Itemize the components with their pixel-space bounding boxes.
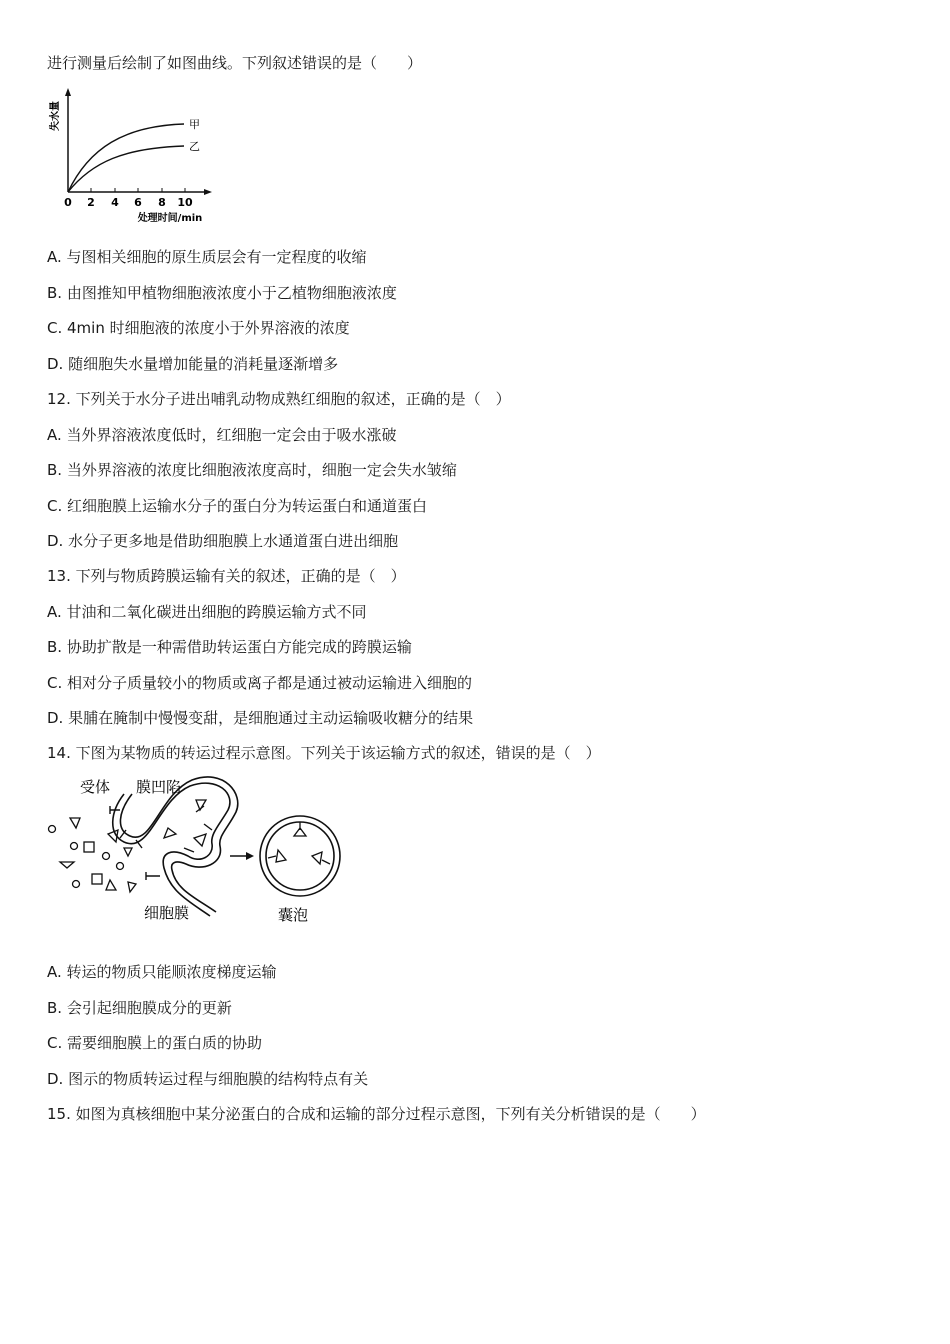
cargo-triangle	[164, 828, 176, 838]
q12-option-c: C. 红细胞膜上运输水分子的蛋白分为转运蛋白和通道蛋白	[47, 497, 428, 515]
q11-option-c: C. 4min 时细胞液的浓度小于外界溶液的浓度	[47, 319, 350, 337]
curve-yi	[68, 146, 184, 192]
particle-square	[92, 874, 102, 884]
particle-circle	[103, 853, 110, 860]
series-label-jia: 甲	[189, 118, 200, 131]
q11-option-d: D. 随细胞失水量增加能量的消耗量逐渐增多	[47, 355, 339, 373]
tick-label: 2	[87, 196, 95, 209]
particle-triangle	[128, 882, 136, 892]
particle-triangle	[70, 818, 80, 828]
q12-stem: 12. 下列关于水分子进出哺乳动物成熟红细胞的叙述，正确的是（ ）	[47, 390, 511, 408]
vesicle-inner	[266, 822, 334, 890]
particle-circle	[71, 843, 78, 850]
label-vesicle: 囊泡	[278, 906, 309, 924]
cell-membrane	[113, 777, 238, 916]
q14-option-c: C. 需要细胞膜上的蛋白质的协助	[47, 1034, 263, 1052]
tick-label: 8	[158, 196, 166, 209]
q11-stem: 进行测量后绘制了如图曲线。下列叙述错误的是（ ）	[47, 54, 423, 72]
particle-circle	[73, 881, 80, 888]
q13-option-b: B. 协助扩散是一种需借助转运蛋白方能完成的跨膜运输	[47, 638, 412, 656]
q12-option-d: D. 水分子更多地是借助细胞膜上水通道蛋白进出细胞	[47, 532, 399, 550]
tick-label: 4	[111, 196, 119, 209]
particle-triangle	[60, 862, 74, 868]
label-cell-membrane: 细胞膜	[144, 904, 190, 922]
q12-option-a: A. 当外界溶液浓度低时，红细胞一定会由于吸水涨破	[47, 426, 397, 444]
cargo-triangle	[108, 830, 118, 842]
q13-option-d: D. 果脯在腌制中慢慢变甜，是细胞通过主动运输吸收糖分的结果	[47, 709, 474, 727]
particle-circle	[49, 826, 56, 833]
q13-option-c: C. 相对分子质量较小的物质或离子都是通过被动运输进入细胞的	[47, 674, 473, 692]
chart-ylabel: 失水量	[50, 101, 61, 131]
q14-option-a: A. 转运的物质只能顺浓度梯度运输	[47, 963, 277, 981]
q13-option-a: A. 甘油和二氧化碳进出细胞的跨膜运输方式不同	[47, 603, 367, 621]
q11-option-b: B. 由图推知甲植物细胞液浓度小于乙植物细胞液浓度	[47, 284, 397, 302]
y-axis-arrow-icon	[65, 88, 71, 96]
q14-option-b: B. 会引起细胞膜成分的更新	[47, 999, 232, 1017]
x-axis-arrow-icon	[204, 189, 212, 195]
q12-option-b: B. 当外界溶液的浓度比细胞液浓度高时，细胞一定会失水皱缩	[47, 461, 457, 479]
series-label-yi: 乙	[189, 140, 200, 153]
q15-stem: 15. 如图为真核细胞中某分泌蛋白的合成和运输的部分过程示意图，下列有关分析错误的是（ ）	[47, 1105, 706, 1123]
particle-triangle	[106, 880, 116, 890]
endocytosis-diagram	[40, 772, 350, 932]
q14-stem: 14. 下图为某物质的转运过程示意图。下列关于该运输方式的叙述，错误的是（ ）	[47, 744, 601, 762]
tick-label: 0	[64, 196, 72, 209]
particle-circle	[117, 863, 124, 870]
arrow-head-icon	[246, 852, 254, 860]
label-receptor: 受体	[80, 778, 111, 796]
cargo-triangle	[196, 800, 206, 810]
q13-stem: 13. 下列与物质跨膜运输有关的叙述，正确的是（ ）	[47, 567, 406, 585]
particle-triangle	[124, 848, 132, 856]
chart-xlabel: 处理时间/min	[137, 213, 203, 224]
q11-option-a: A. 与图相关细胞的原生质层会有一定程度的收缩	[47, 248, 367, 266]
particle-square	[84, 842, 94, 852]
q14-option-d: D. 图示的物质转运过程与细胞膜的结构特点有关	[47, 1070, 369, 1088]
tick-label: 6	[134, 196, 142, 209]
curve-jia	[68, 124, 184, 192]
label-membrane-pit: 膜凹陷	[136, 778, 182, 796]
cargo-triangle	[194, 834, 206, 846]
tick-label: 10	[177, 196, 193, 209]
water-loss-chart	[44, 86, 220, 228]
